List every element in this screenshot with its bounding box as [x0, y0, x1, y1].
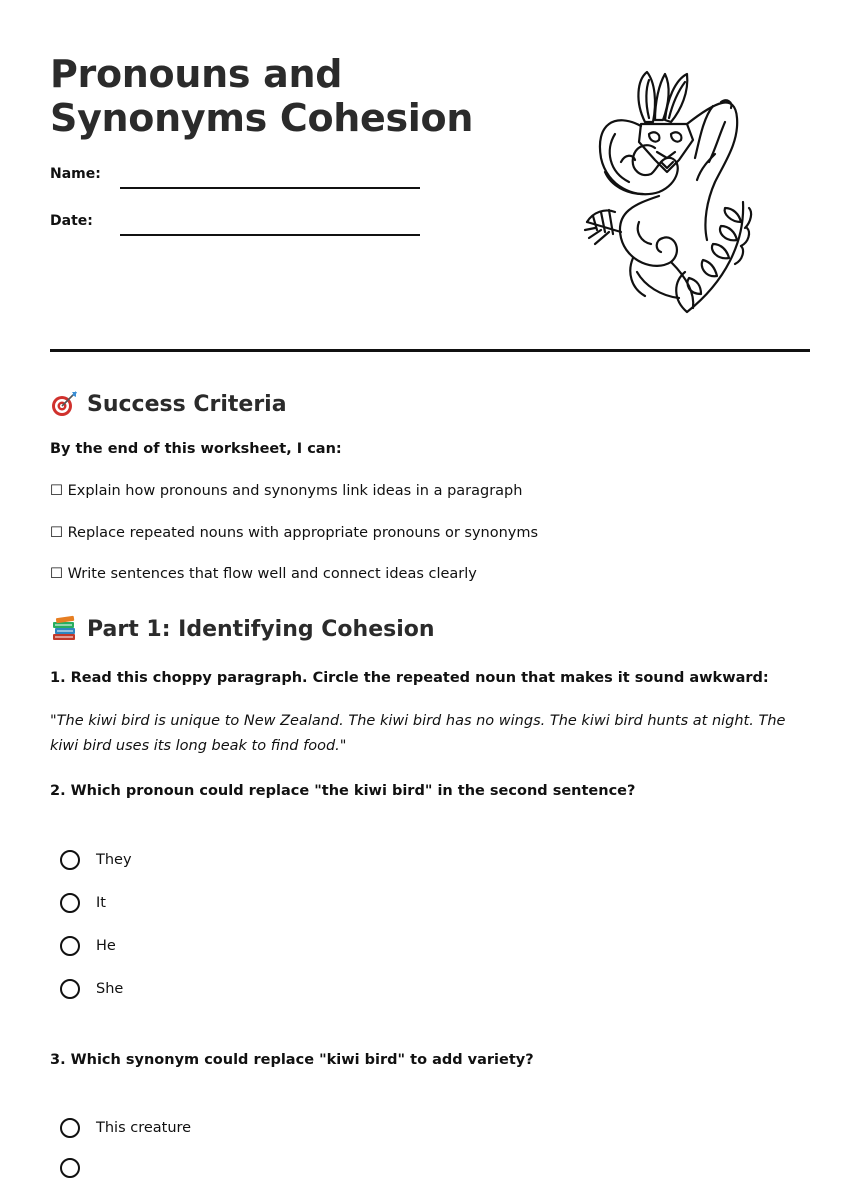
title-line-1: Pronouns and: [50, 52, 343, 96]
radio-button[interactable]: [60, 893, 80, 913]
question-3: 3. Which synonym could replace "kiwi bird" to add variety?: [50, 1052, 534, 1068]
checkbox-icon[interactable]: ☐: [50, 483, 63, 499]
question-2: 2. Which pronoun could replace "the kiwi bird" in the second sentence?: [50, 783, 636, 799]
worksheet-title: [50, 52, 473, 140]
q2-option-they[interactable]: [60, 848, 132, 872]
radio-button[interactable]: [60, 1158, 80, 1178]
option-label: It: [96, 895, 106, 911]
name-label: Name:: [50, 166, 101, 182]
option-label: He: [96, 938, 116, 954]
criteria-item: [50, 483, 522, 499]
option-label: They: [96, 852, 132, 868]
checkbox-icon[interactable]: ☐: [50, 525, 63, 541]
date-line-field[interactable]: [120, 234, 420, 236]
q2-option-it[interactable]: [60, 891, 106, 915]
q2-option-she[interactable]: [60, 977, 123, 1001]
books-stack-icon: [50, 615, 78, 643]
success-criteria-heading: [50, 390, 287, 418]
part1-title: Part 1: Identifying Cohesion: [87, 616, 435, 642]
option-label: This creature: [96, 1120, 192, 1136]
criteria-text: Write sentences that flow well and connect ideas clearly: [67, 566, 477, 582]
option-label: She: [96, 981, 124, 997]
criteria-text: Explain how pronouns and synonyms link ideas in a paragraph: [67, 483, 523, 499]
target-dart-icon: [50, 390, 78, 418]
title-line-2: Synonyms Cohesion: [50, 96, 474, 140]
maori-koru-carving-icon: [575, 62, 760, 322]
date-label: Date:: [50, 213, 93, 229]
part1-heading: [50, 615, 435, 643]
success-criteria-lead: By the end of this worksheet, I can:: [50, 441, 342, 457]
choppy-paragraph[interactable]: "The kiwi bird is unique to New Zealand. The kiwi bird has no wings. The kiwi bird hunts at night. The kiwi bird uses its long beak to find food.": [50, 713, 786, 754]
radio-button[interactable]: [60, 1118, 80, 1138]
header-divider: [50, 349, 810, 352]
criteria-item: [50, 566, 477, 582]
criteria-text: Replace repeated nouns with appropriate pronouns or synonyms: [67, 525, 539, 541]
q2-option-he[interactable]: [60, 934, 116, 958]
checkbox-icon[interactable]: ☐: [50, 566, 63, 582]
radio-button[interactable]: [60, 979, 80, 999]
success-criteria-title: Success Criteria: [87, 391, 287, 417]
name-line-field[interactable]: [120, 187, 420, 189]
criteria-item: [50, 525, 538, 541]
radio-button[interactable]: [60, 936, 80, 956]
q3-option-next[interactable]: [60, 1156, 96, 1180]
q3-option-this-creature[interactable]: [60, 1116, 191, 1140]
radio-button[interactable]: [60, 850, 80, 870]
question-1: 1. Read this choppy paragraph. Circle the repeated noun that makes it sound awkward:: [50, 670, 769, 686]
